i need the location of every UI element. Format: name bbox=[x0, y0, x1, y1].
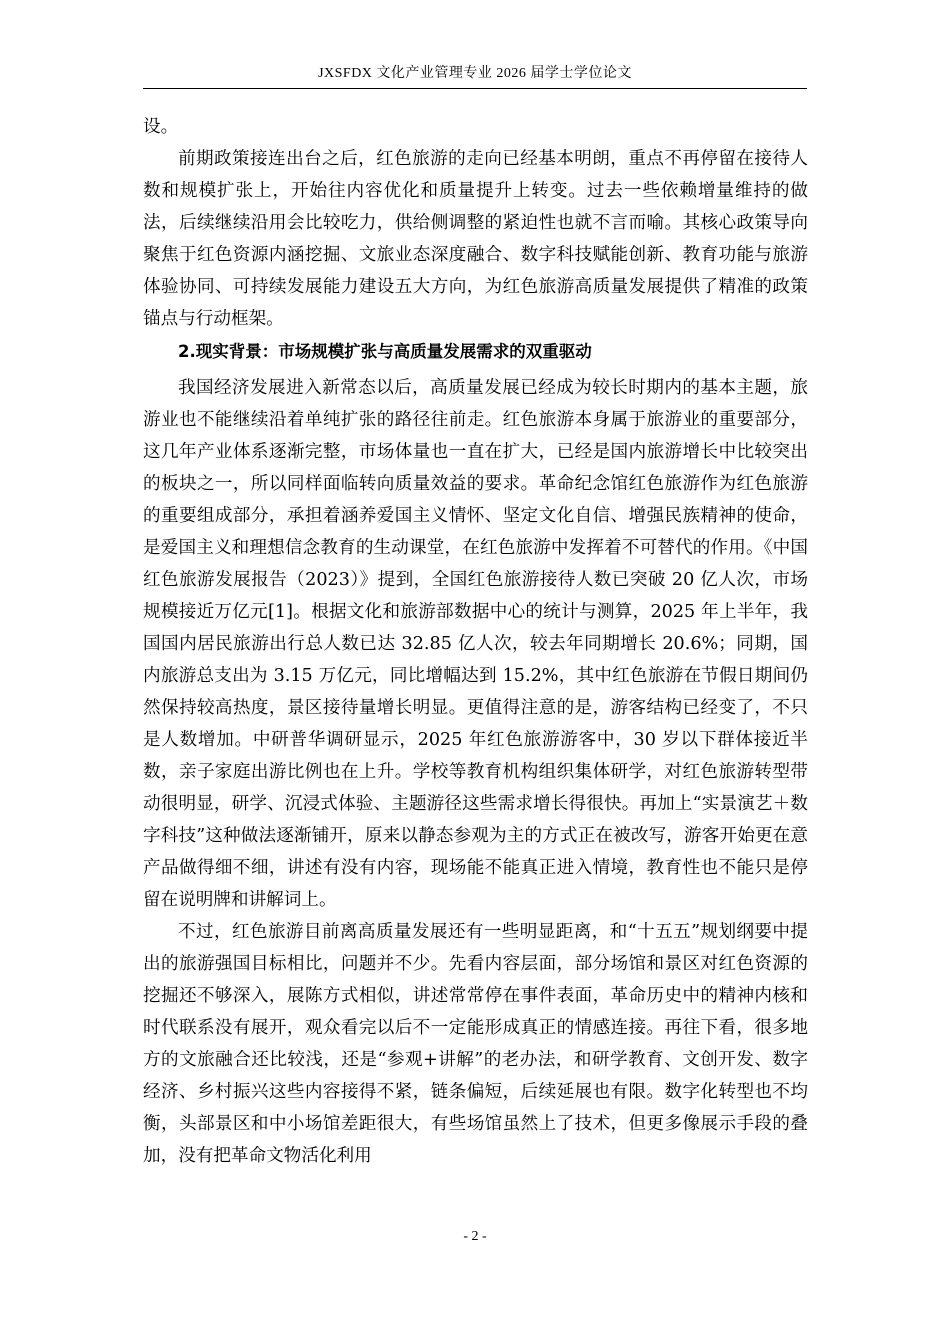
section-heading: 2.现实背景：市场规模扩张与高质量发展需求的双重驱动 bbox=[178, 342, 592, 361]
page-header bbox=[143, 62, 807, 89]
page-number: - 2 - bbox=[463, 1229, 487, 1244]
document-body bbox=[143, 111, 808, 1172]
paragraph-policy-direction: 前期政策接连出台之后，红色旅游的走向已经基本明朗，重点不再停留在接待人数和规模扩张上，开始往内容优化和质量提升上转变。过去一些依赖增量维持的做法，后续继续沿用会比较吃力，供给侧调整的紧迫性也就不言而喻。其核心政策导向聚焦于红色资源内涵挖掘、文旅业态深度融合、数字科技赋能创新、教育功能与旅游体验协同、可持续发展能力建设五大方向，为红色旅游高质量发展提供了精准的政策锚点与行动框架。 bbox=[143, 149, 808, 329]
paragraph-current-gaps: 不过，红色旅游目前离高质量发展还有一些明显距离，和“十五五”规划纲要中提出的旅游强国目标相比，问题并不少。先看内容层面，部分场馆和景区对红色资源的挖掘还不够深入，展陈方式相似，讲述常常停在事件表面，革命历史中的精神内核和时代联系没有展开，观众看完以后不一定能形成真正的情感连接。再往下看，很多地方的文旅融合还比较浅，还是“参观+讲解”的老办法，和研学教育、文创开发、数字经济、乡村振兴这些内容接得不紧，链条偏短，后续延展也有限。数字化转型也不均衡，头部景区和中小场馆差距很大，有些场馆虽然上了技术，但更多像展示手段的叠加，没有把革命文物活化利用 bbox=[143, 922, 808, 1166]
header-title: JXSFDX 文化产业管理专业 2026 届学士学位论文 bbox=[318, 66, 632, 81]
paragraph-continuation: 设。 bbox=[143, 117, 179, 137]
page-footer bbox=[0, 1227, 950, 1247]
paragraph-market-background: 我国经济发展进入新常态以后，高质量发展已经成为较长时期内的基本主题，旅游业也不能继续沿着单纯扩张的路径往前走。红色旅游本身属于旅游业的重要部分，这几年产业体系逐渐完整，市场体量也一直在扩大，已经是国内旅游增长中比较突出的板块之一，所以同样面临转向质量效益的要求。革命纪念馆红色旅游作为红色旅游的重要组成部分，承担着涵养爱国主义情怀、坚定文化自信、增强民族精神的使命，是爱国主义和理想信念教育的生动课堂，在红色旅游中发挥着不可替代的作用。《中国红色旅游发展报告（2023）》提到，全国红色旅游接待人数已突破 20 亿人次，市场规模接近万亿元[1]。根据文化和旅游部数据中心的统计与测算，2025 年上半年，我国国内居民旅游出行总人数已达 32.85 亿人次，较去年同期增长 20.6%；同期，国内旅游总支出为 3.15 万亿元，同比增幅达到 15.2%，其中红色旅游在节假日期间仍然保持较高热度，景区接待量增长明显。更值得注意的是，游客结构已经变了，不只是人数增加。中研普华调研显示，2025 年红色旅游游客中，30 岁以下群体接近半数，亲子家庭出游比例也在上升。学校等教育机构组织集体研学，对红色旅游转型带动很明显，研学、沉浸式体验、主题游径这些需求增长得很快。再加上“实景演艺＋数字科技”这种做法逐渐铺开，原来以静态参观为主的方式正在被改写，游客开始更在意产品做得细不细，讲述有没有内容，现场能不能真正进入情境，教育性也不能只是停留在说明牌和讲解词上。 bbox=[143, 378, 808, 910]
